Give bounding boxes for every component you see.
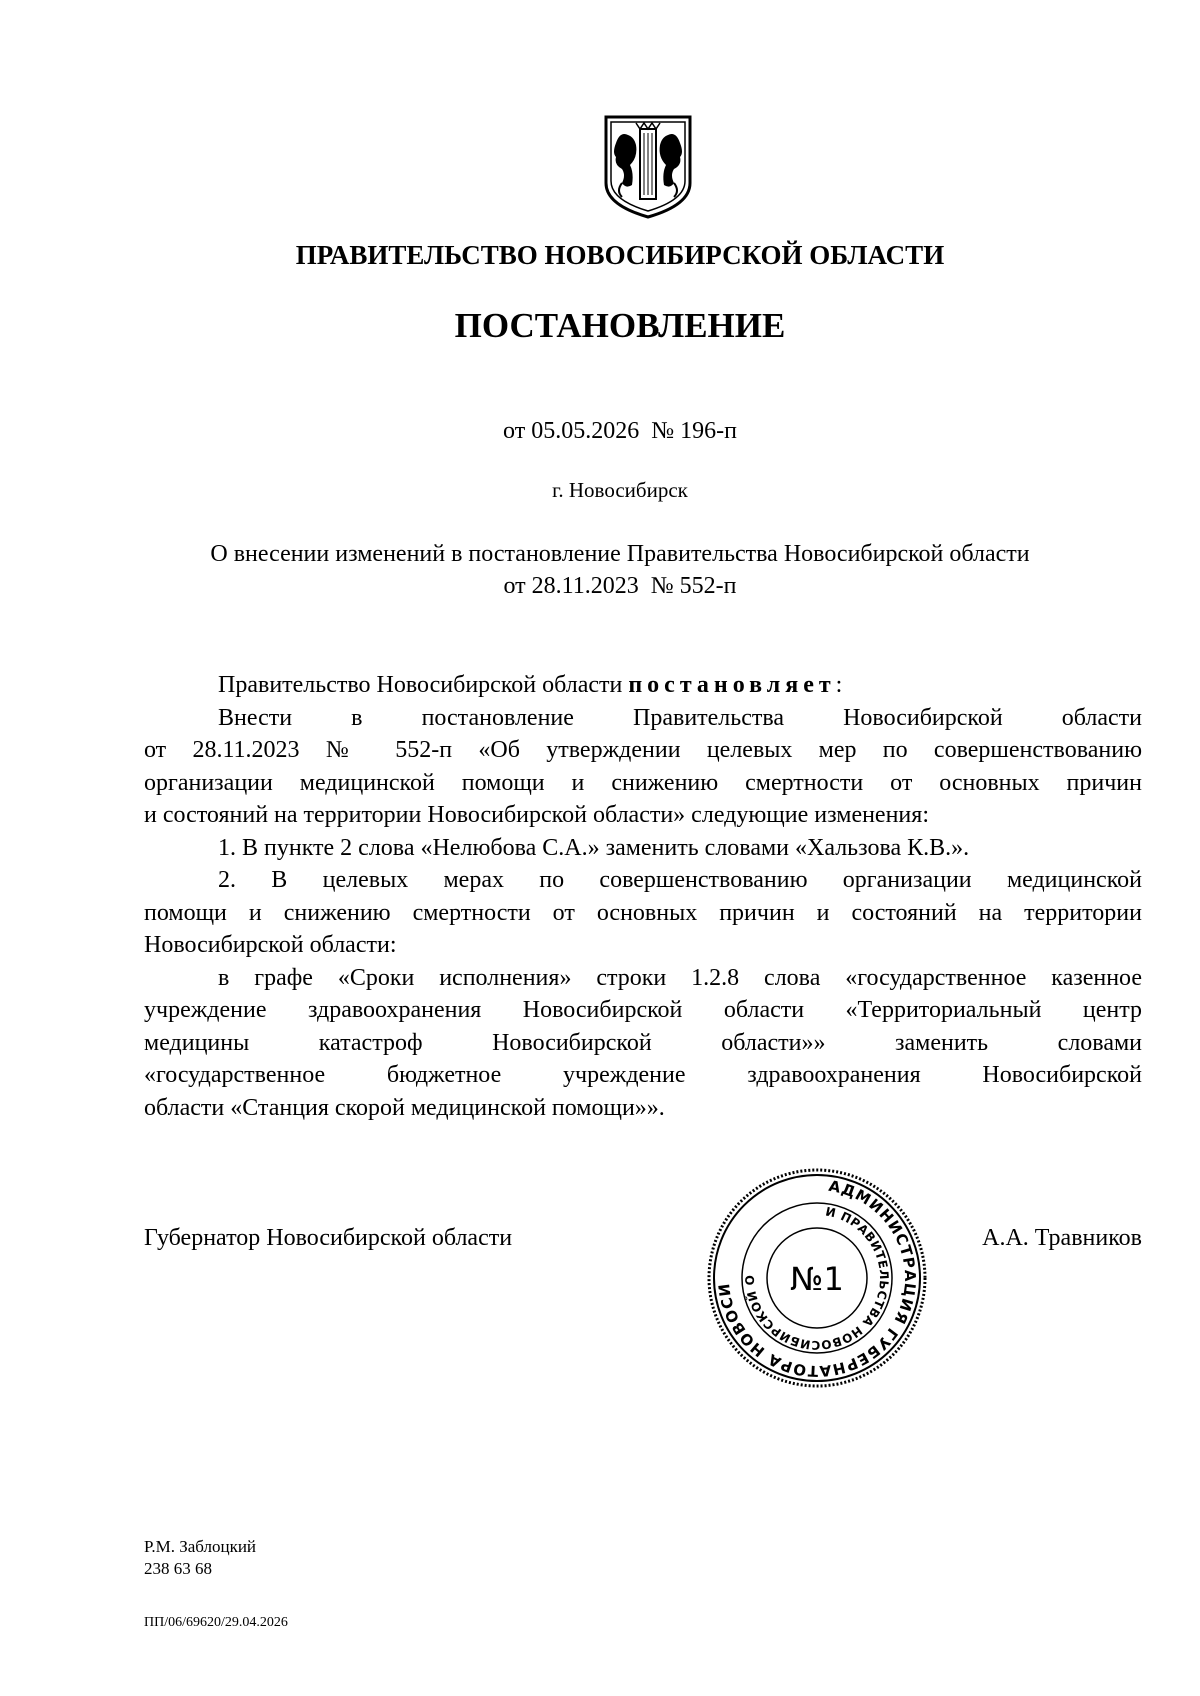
item-2-line: 2. В целевых мерах по совершенствованию организации медицинской xyxy=(218,867,1142,893)
preamble xyxy=(144,669,1142,702)
executor-name: Р.М. Заблоцкий xyxy=(144,1537,257,1556)
organization-title: ПРАВИТЕЛЬСТВО НОВОСИБИРСКОЙ ОБЛАСТИ xyxy=(295,240,945,270)
document-city: г. Новосибирск xyxy=(552,478,688,502)
signatory-name: А.А. Травников xyxy=(982,1225,1142,1251)
document-subject xyxy=(0,538,1200,602)
subject-line-1: О внесении изменений в постановление Правительства Новосибирской области xyxy=(210,541,1030,567)
document-body xyxy=(144,669,1142,1124)
item-2-line: Новосибирской области: xyxy=(144,932,397,958)
official-seal-stamp xyxy=(704,1165,930,1391)
paragraph-1-line: от 28.11.2023 № 552-п «Об утверждении целевых мер по совершенствованию xyxy=(144,737,1142,763)
document-type-heading: ПОСТАНОВЛЕНИЕ xyxy=(454,306,786,345)
paragraph-1-line: Внести в постановление Правительства Новосибирской области xyxy=(218,704,1142,731)
preamble-emphasis: постановляет xyxy=(628,672,836,698)
subject-line-2: от 28.11.2023 № 552-п xyxy=(503,573,737,599)
item-2-sub-line: «государственное бюджетное учреждение здравоохранения Новосибирской xyxy=(144,1062,1142,1088)
paragraph-1-line: и состояний на территории Новосибирской области» следующие изменения: xyxy=(144,802,929,828)
executor-phone: 238 63 68 xyxy=(144,1559,212,1578)
seal-outer-text: АДМИНИСТРАЦИЯ ГУБЕРНАТОРА НОВОСИ xyxy=(714,1176,920,1381)
coat-of-arms-emblem xyxy=(600,113,696,221)
item-2-sub-line: учреждение здравоохранения Новосибирской области «Территориальный центр xyxy=(144,997,1142,1023)
paragraph-1-line: организации медицинской помощи и снижению смертности от основных причин xyxy=(144,769,1142,796)
seal-center-number: №1 xyxy=(790,1260,844,1298)
preamble-text: Правительство Новосибирской области xyxy=(218,672,629,698)
item-2-sub-line: в графе «Сроки исполнения» строки 1.2.8 слова «государственное казенное xyxy=(218,964,1142,991)
document-code: ПП/06/69620/29.04.2026 xyxy=(144,1615,288,1630)
item-2-sub-line: области «Станция скорой медицинской помощи»». xyxy=(144,1094,665,1121)
seal-inner-text: И ПРАВИТЕЛЬСТВА НОВОСИБИРСКОЙ О xyxy=(742,1204,892,1353)
preamble-end: : xyxy=(835,672,843,698)
item-2-sub-line: медицины катастроф Новосибирской области»» заменить словами xyxy=(144,1029,1142,1056)
item-2-line: помощи и снижению смертности от основных причин и состояний на территории xyxy=(144,899,1142,926)
document-date-number: от 05.05.2026 № 196-п xyxy=(503,418,737,444)
signatory-title: Губернатор Новосибирской области xyxy=(144,1225,513,1251)
item-1: 1. В пункте 2 слова «Нелюбова С.А.» заменить словами «Хальзова К.В.». xyxy=(218,834,970,861)
